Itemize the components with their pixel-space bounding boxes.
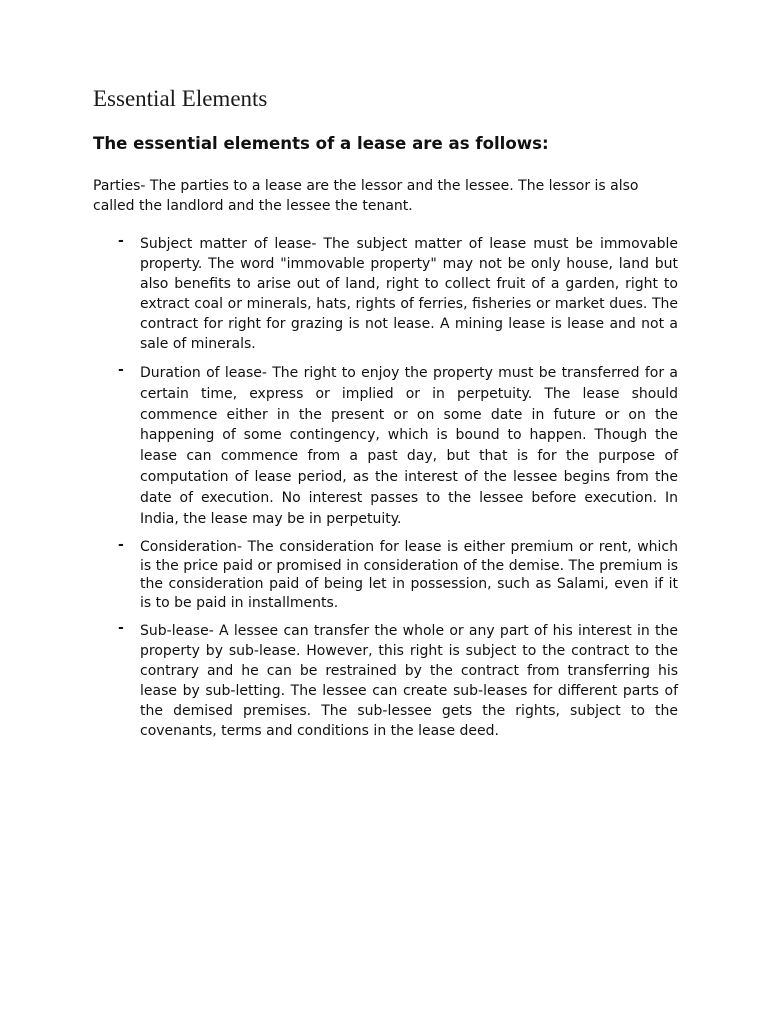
list-item-text: Duration of lease- The right to enjoy the property must be transferred for a certain time, express or implied or in perpetuity. The lease should commence either in the present or on some date in future or on the happening of some contingency, which is bound to happen. Though the lease can commence from a past day, but that is for the purpose of computation of lease period, as the interest of the lessee begins from the date of execution. No interest passes to the lessee before execution. In India, the lease may be in perpetuity. <box>140 365 678 527</box>
list-item-text: Consideration- The consideration for lease is either premium or rent, which is the price paid or promised in consideration of the demise. The premium is the consideration paid of being let in possession, such as Salami, even if it is to be paid in installments. <box>140 539 678 611</box>
document-title: Essential Elements <box>93 86 268 111</box>
list-item-subject-matter <box>116 234 678 354</box>
section-heading: The essential elements of a lease are as follows: <box>93 134 549 153</box>
list-item-text: Sub-lease- A lessee can transfer the whole or any part of his interest in the property by sub-lease. However, this right is subject to the contract to the contrary and he can be restrained by the contract from transferring his lease by sub-letting. The lessee can create sub-leases for different parts of the demised premises. The sub-lessee gets the rights, subject to the covenants, terms and conditions in the lease deed. <box>140 623 678 740</box>
dash-bullet-icon: - <box>118 537 124 554</box>
list-item-duration <box>116 363 678 529</box>
list-item-sub-lease <box>116 621 678 741</box>
dash-bullet-icon: - <box>118 233 124 249</box>
elements-list <box>116 234 678 750</box>
dash-bullet-icon: - <box>118 362 124 378</box>
dash-bullet-icon: - <box>118 620 124 637</box>
intro-paragraph: Parties- The parties to a lease are the lessor and the lessee. The lessor is also called the landlord and the lessee the tenant. <box>93 178 639 214</box>
list-item-text: Subject matter of lease- The subject matter of lease must be immovable property. The word "immovable property" may not be only house, land but also benefits to arise out of land, right to collect fruit of a garden, right to extract coal or minerals, hats, rights of ferries, fisheries or market dues. The contract for right for grazing is not lease. A mining lease is lease and not a sale of minerals. <box>140 236 678 352</box>
list-item-consideration <box>116 538 678 612</box>
